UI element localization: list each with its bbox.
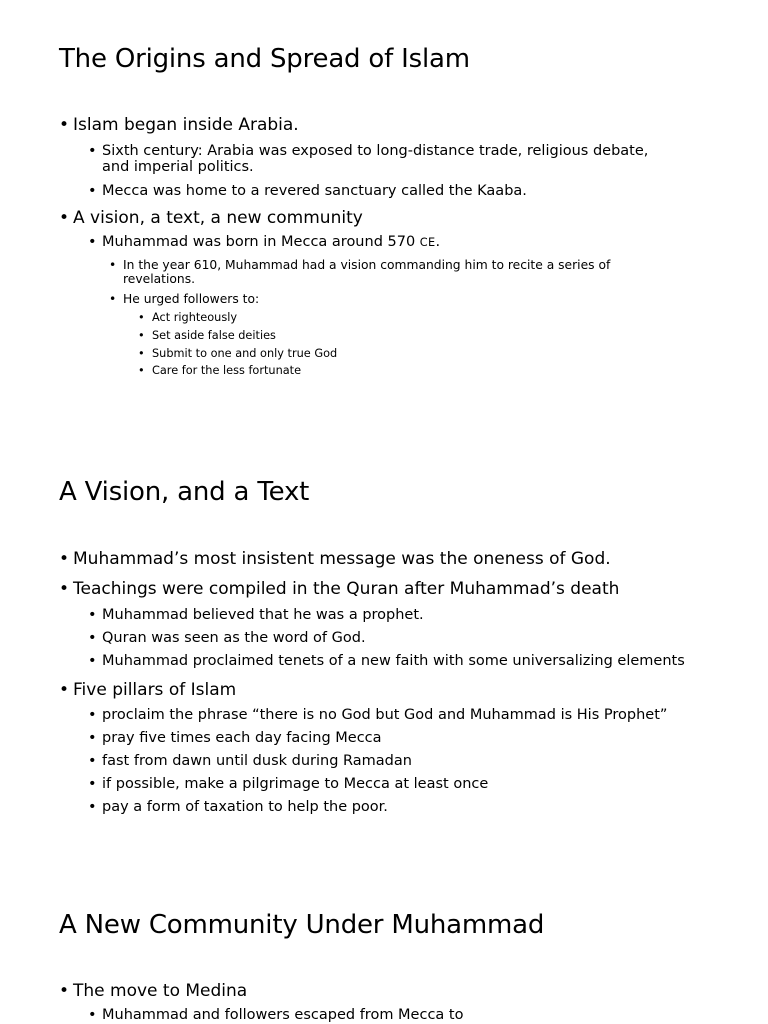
bullet-text: Muhammad’s most insistent message was the oneness of God. [73,549,611,569]
bullet-level2 [88,143,648,175]
bullet-icon: • [59,208,70,228]
slide-title-emphasis: A New Community [59,910,298,940]
bullet-text: Teachings were compiled in the Quran after Muhammad’s death [73,579,620,599]
bullet-icon: • [109,292,117,306]
slide-title-rest: Under Muhammad [297,910,545,940]
bullet-text-line: and imperial politics. [102,159,254,175]
bullet-text: Mecca was home to a revered sanctuary called the Kaaba. [102,183,527,199]
bullet-icon: • [138,311,145,324]
bullet-icon: • [138,329,145,342]
bullet-level4 [138,347,337,360]
bullet-icon: • [59,579,70,599]
bullet-text-line: revelations. [123,272,196,286]
bullet-text [102,234,440,251]
bullet-text: Muhammad and followers escaped from Mecca to [102,1007,464,1023]
bullet-icon: • [59,549,70,569]
bullet-level1 [59,680,236,700]
bullet-text [102,143,648,175]
bullet-level4 [138,311,237,324]
bullet-text: Care for the less fortunate [152,364,302,377]
bullet-text: Five pillars of Islam [73,680,237,700]
slide-title: A Vision, and a Text [59,477,310,507]
bullet-icon: • [109,258,117,272]
bullet-icon: • [88,776,97,792]
bullet-icon: • [138,364,145,377]
bullet-icon: • [88,730,97,746]
bullet-text: fast from dawn until dusk during Ramadan [102,753,412,769]
bullet-text-line: In the year 610, Muhammad had a vision commanding him to recite a series of [123,258,611,272]
bullet-text-main: Muhammad was born in Mecca around 570 [102,234,416,250]
bullet-text: Quran was seen as the word of God. [102,630,366,646]
bullet-text: The move to Medina [73,981,248,1001]
bullet-text: Muhammad proclaimed tenets of a new faith with some universalizing elements [102,653,685,669]
bullet-level2 [88,753,412,769]
bullet-level1 [59,549,611,569]
bullet-level1 [59,579,619,599]
bullet-level2 [88,653,685,669]
bullet-level1 [59,208,363,228]
bullet-level4 [138,364,301,377]
bullet-icon: • [88,143,97,159]
bullet-level2 [88,799,388,815]
bullet-level4 [138,329,276,342]
bullet-text: Muhammad believed that he was a prophet. [102,607,424,623]
bullet-level2 [88,776,488,792]
bullet-icon: • [138,347,145,360]
bullet-icon: • [88,707,97,723]
bullet-level1 [59,115,299,135]
bullet-text [123,258,610,286]
bullet-text: if possible, make a pilgrimage to Mecca at least once [102,776,489,792]
punctuation: . [435,234,441,250]
bullet-icon: • [88,753,97,769]
bullet-level2 [88,607,424,623]
bullet-text-line: Sixth century: Arabia was exposed to long-distance trade, religious debate, [102,143,649,159]
bullet-level2 [88,183,527,199]
bullet-text: A vision, a text, a new community [73,208,363,228]
bullet-icon: • [59,115,70,135]
bullet-level2 [88,1007,463,1023]
bullet-icon: • [88,1007,97,1023]
bullet-icon: • [88,183,97,199]
slide-title [59,910,544,940]
bullet-level2 [88,234,440,251]
bullet-icon: • [88,607,97,623]
bullet-text: proclaim the phrase “there is no God but God and Muhammad is His Prophet” [102,707,668,723]
bullet-text: Act righteously [152,311,238,324]
bullet-icon: • [59,981,70,1001]
slide-title: The Origins and Spread of Islam [59,44,470,74]
bullet-icon: • [59,680,70,700]
bullet-level2 [88,730,382,746]
bullet-level2 [88,707,667,723]
bullet-icon: • [88,653,97,669]
bullet-text: pay a form of taxation to help the poor. [102,799,388,815]
bullet-level1 [59,981,247,1001]
bullet-text: Submit to one and only true God [152,347,338,360]
bullet-level2 [88,630,366,646]
bullet-icon: • [88,799,97,815]
bullet-level3 [109,292,259,306]
bullet-text: pray five times each day facing Mecca [102,730,382,746]
bullet-icon: • [88,234,97,250]
bullet-icon: • [88,630,97,646]
bullet-level3 [109,258,610,286]
bullet-text: Set aside false deities [152,329,276,342]
bullet-text: Islam began inside Arabia. [73,115,299,135]
era-label: CE [419,236,436,249]
bullet-text: He urged followers to: [123,292,260,306]
